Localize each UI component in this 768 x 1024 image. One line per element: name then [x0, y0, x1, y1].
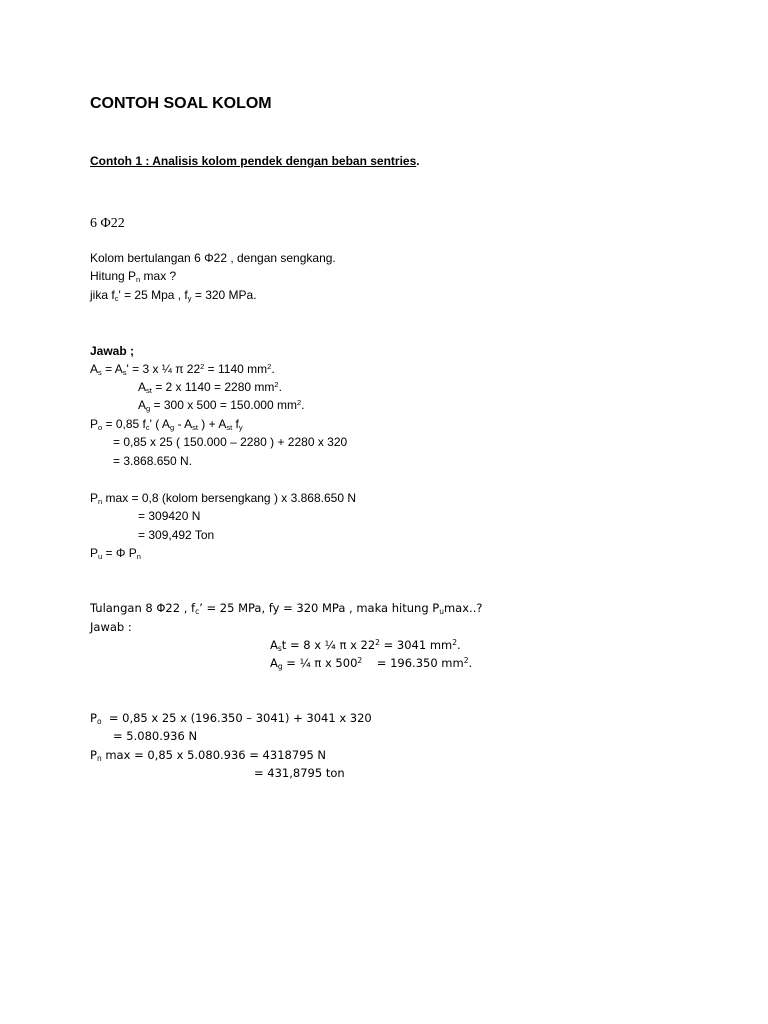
- text-run: - A: [174, 417, 193, 431]
- text-run: max ?: [140, 269, 177, 283]
- text-run: A: [270, 656, 278, 670]
- text-run: = 320 MPa.: [191, 288, 257, 302]
- answer-label-1: Jawab ;: [90, 344, 135, 358]
- solution-line-8: = 309420 N: [138, 509, 201, 523]
- subscript: g: [277, 662, 283, 671]
- text-run: P: [90, 711, 97, 725]
- text-run: max = 0,8 (kolom bersengkang ) x 3.868.650 N: [102, 491, 356, 505]
- text-run: jika f: [90, 288, 115, 302]
- subscript: n: [98, 497, 103, 506]
- solution-line-5: = 0,85 x 25 ( 150.000 – 2280 ) + 2280 x 320: [113, 435, 348, 449]
- subscript: u: [439, 607, 444, 616]
- text-run: = 0,85 x 25 x (196.350 – 3041) + 3041 x 320: [101, 711, 372, 725]
- subscript: s: [98, 368, 102, 377]
- superscript: 2: [375, 638, 380, 647]
- subscript: c: [114, 294, 119, 303]
- text-run: Tulangan 8 Φ22 , f: [90, 601, 196, 615]
- example-2-question: [90, 603, 482, 615]
- text-run: ' = 25 Mpa , f: [118, 288, 188, 302]
- text-run: ' ( A: [149, 417, 170, 431]
- text-run: P: [90, 491, 99, 505]
- text-run: A: [90, 362, 99, 376]
- text-run: = 2 x 1140 = 2280 mm: [151, 380, 275, 394]
- answer-label-2: Jawab :: [90, 620, 132, 634]
- subscript: s: [277, 644, 282, 653]
- problem-line-3: [90, 289, 257, 301]
- subscript: o: [96, 717, 102, 726]
- superscript: 2: [357, 656, 363, 665]
- text-run: Hitung P: [90, 269, 137, 283]
- solution-line-7: [90, 492, 356, 504]
- subscript: st: [146, 386, 152, 395]
- superscript: 2: [274, 380, 279, 389]
- example-2-line-4: = 5.080.936 N: [113, 729, 198, 743]
- text-run: .: [457, 638, 461, 652]
- superscript: 2: [200, 362, 205, 371]
- subscript: g: [169, 423, 175, 432]
- solution-line-3: [138, 399, 304, 411]
- text-run: ) + A: [197, 417, 227, 431]
- text-run: .: [301, 398, 305, 412]
- example-2-line-2: [270, 658, 472, 670]
- subscript: y: [238, 423, 243, 432]
- text-run: ’ = 25 MPa, fy = 320 MPa , maka hitung P: [199, 601, 440, 615]
- solution-line-1: [90, 363, 275, 375]
- superscript: 2: [267, 362, 272, 371]
- example-2-line-3: [90, 713, 372, 725]
- text-run: P: [90, 546, 99, 560]
- text-run: f: [232, 417, 239, 431]
- text-run: P: [90, 748, 97, 762]
- example-1-heading-text: Contoh 1 : Analisis kolom pendek dengan beban sentries: [90, 154, 417, 168]
- subscript: y: [187, 294, 192, 303]
- text-run: max = 0,85 x 5.080.936 = 4318795 N: [101, 748, 327, 762]
- text-run: = 0,85 f: [102, 417, 146, 431]
- text-run: = 196.350 mm: [362, 656, 464, 670]
- text-run: A: [138, 398, 147, 412]
- rebar-label: 6 Φ22: [90, 216, 125, 231]
- subscript: st: [192, 423, 198, 432]
- text-run: = Φ P: [102, 546, 137, 560]
- text-run: = ¼ π x 500: [282, 656, 358, 670]
- solution-line-4: [90, 418, 243, 430]
- subscript: n: [96, 754, 102, 763]
- subscript: u: [98, 552, 103, 561]
- text-run: max..?: [443, 601, 483, 615]
- subscript: o: [98, 423, 103, 432]
- superscript: 2: [296, 398, 302, 407]
- example-2-line-6: = 431,8795 ton: [254, 766, 345, 780]
- text-run: P: [90, 417, 99, 431]
- superscript: 2: [463, 656, 469, 665]
- text-run: ' = 3 x ¼ π 22: [126, 362, 201, 376]
- text-run: = 3041 mm: [379, 638, 453, 652]
- text-run: .: [278, 380, 282, 394]
- example-2-line-5: [90, 750, 326, 762]
- problem-line-1: Kolom bertulangan 6 Φ22 , dengan sengkang.: [90, 251, 336, 265]
- subscript: g: [146, 404, 151, 413]
- example-1-heading: [90, 155, 420, 167]
- page-title: CONTOH SOAL KOLOM: [90, 95, 272, 112]
- text-run: = 1140 mm: [204, 362, 268, 376]
- subscript: s: [122, 368, 127, 377]
- superscript: 2: [452, 638, 458, 647]
- text-run: t = 8 x ¼ π x 22: [281, 638, 376, 652]
- example-2-line-1: [270, 640, 461, 652]
- solution-line-6: = 3.868.650 N.: [113, 454, 193, 468]
- text-run: .: [271, 362, 275, 376]
- solution-line-10: [90, 547, 141, 559]
- subscript: c: [195, 607, 200, 616]
- subscript: n: [136, 552, 141, 561]
- solution-line-9: = 309,492 Ton: [138, 528, 215, 542]
- problem-line-2: [90, 270, 176, 282]
- subscript: c: [145, 423, 150, 432]
- text-run: .: [468, 656, 473, 670]
- subscript: n: [136, 275, 141, 284]
- text-run: = A: [101, 362, 123, 376]
- example-1-heading-period: .: [416, 154, 420, 168]
- text-run: A: [270, 638, 278, 652]
- subscript: st: [226, 423, 233, 432]
- solution-line-2: [138, 381, 282, 393]
- text-run: = 300 x 500 = 150.000 mm: [150, 398, 297, 412]
- text-run: A: [138, 380, 147, 394]
